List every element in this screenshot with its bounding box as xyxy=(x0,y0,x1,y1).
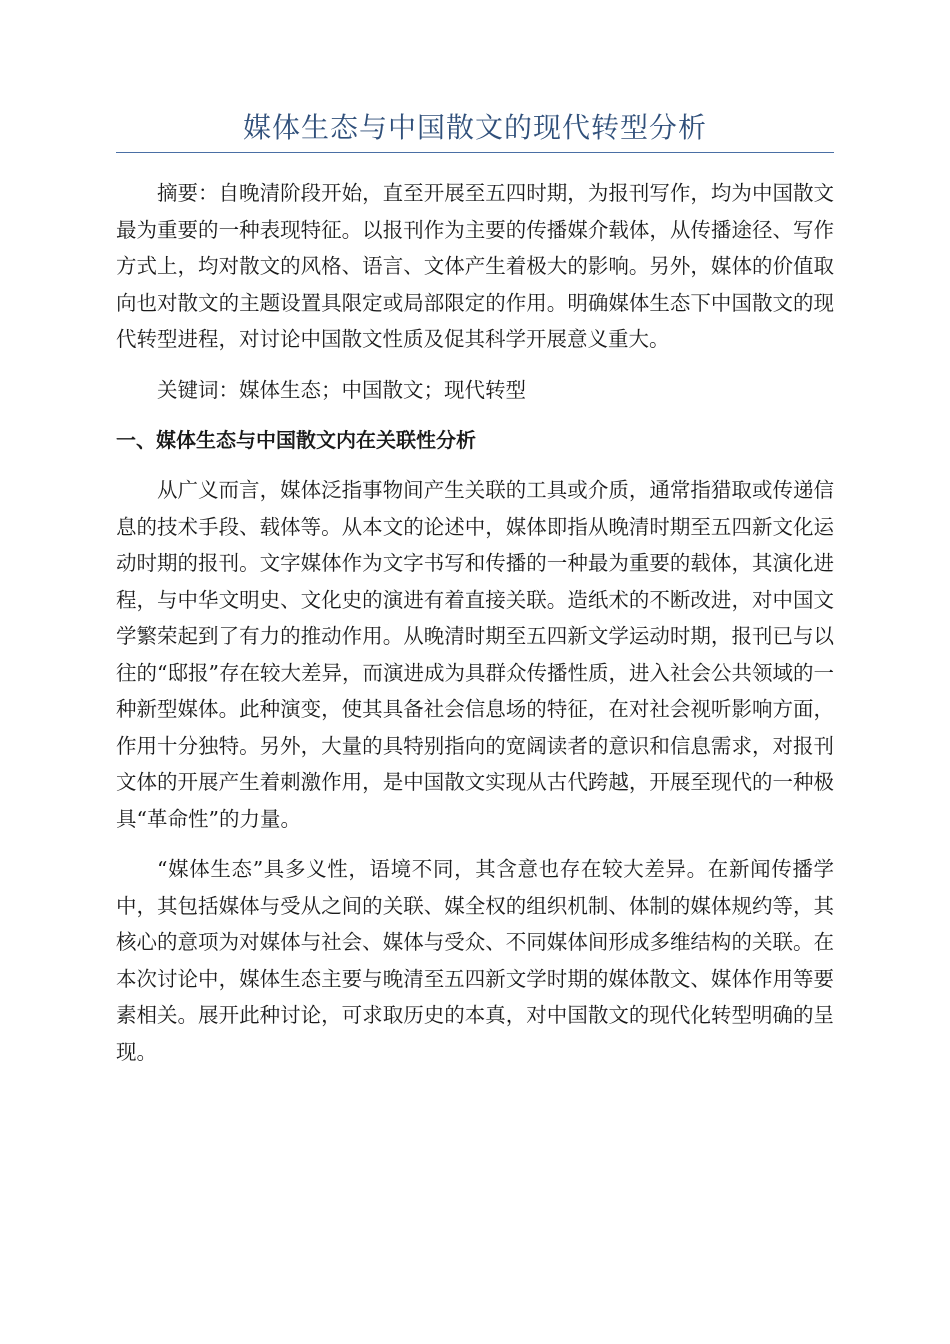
body-paragraph-2: “媒体生态”具多义性，语境不同，其含意也存在较大差异。在新闻传播学中，其包括媒体与受从之间的关联、媒全权的组织机制、体制的媒体规约等，其核心的意项为对媒体与社会、媒体与受众、不同媒体间形成多维结构的关联。在本次讨论中，媒体生态主要与晚清至五四新文学时期的媒体散文、媒体作用等要素相关。展开此种讨论，可求取历史的本真，对中国散文的现代化转型明确的呈现。 xyxy=(116,857,834,1064)
abstract-paragraph: 摘要：自晚清阶段开始，直至开展至五四时期，为报刊写作，均为中国散文最为重要的一种表现特征。以报刊作为主要的传播媒介载体，从传播途径、写作方式上，均对散文的风格、语言、文体产生着极大的影响。另外，媒体的价值取向也对散文的主题设置具限定或局部限定的作用。明确媒体生态下中国散文的现代转型进程，对讨论中国散文性质及促其科学开展意义重大。 xyxy=(116,181,834,351)
section-heading: 一、媒体生态与中国散文内在关联性分析 xyxy=(116,428,476,452)
document-title: 媒体生态与中国散文的现代转型分析 xyxy=(116,108,834,153)
document-page xyxy=(116,108,834,1084)
body-paragraph-1: 从广义而言，媒体泛指事物间产生关联的工具或介质，通常指猎取或传递信息的技术手段、载体等。从本文的论述中，媒体即指从晚清时期至五四新文化运动时期的报刊。文字媒体作为文字书写和传播的一种最为重要的载体，其演化进程，与中华文明史、文化史的演进有着直接关联。造纸术的不断改进，对中国文学繁荣起到了有力的推动作用。从晚清时期至五四新文学运动时期，报刊已与以往的“邸报”存在较大差异，而演进成为具群众传播性质，进入社会公共领域的一种新型媒体。此种演变，使其具备社会信息场的特征，在对社会视听影响方面，作用十分独特。另外，大量的具特别指向的宽阔读者的意识和信息需求，对报刊文体的开展产生着刺激作用，是中国散文实现从古代跨越，开展至现代的一种极具“革命性”的力量。 xyxy=(116,478,834,831)
keywords-line: 关键词：媒体生态；中国散文；现代转型 xyxy=(157,377,526,402)
